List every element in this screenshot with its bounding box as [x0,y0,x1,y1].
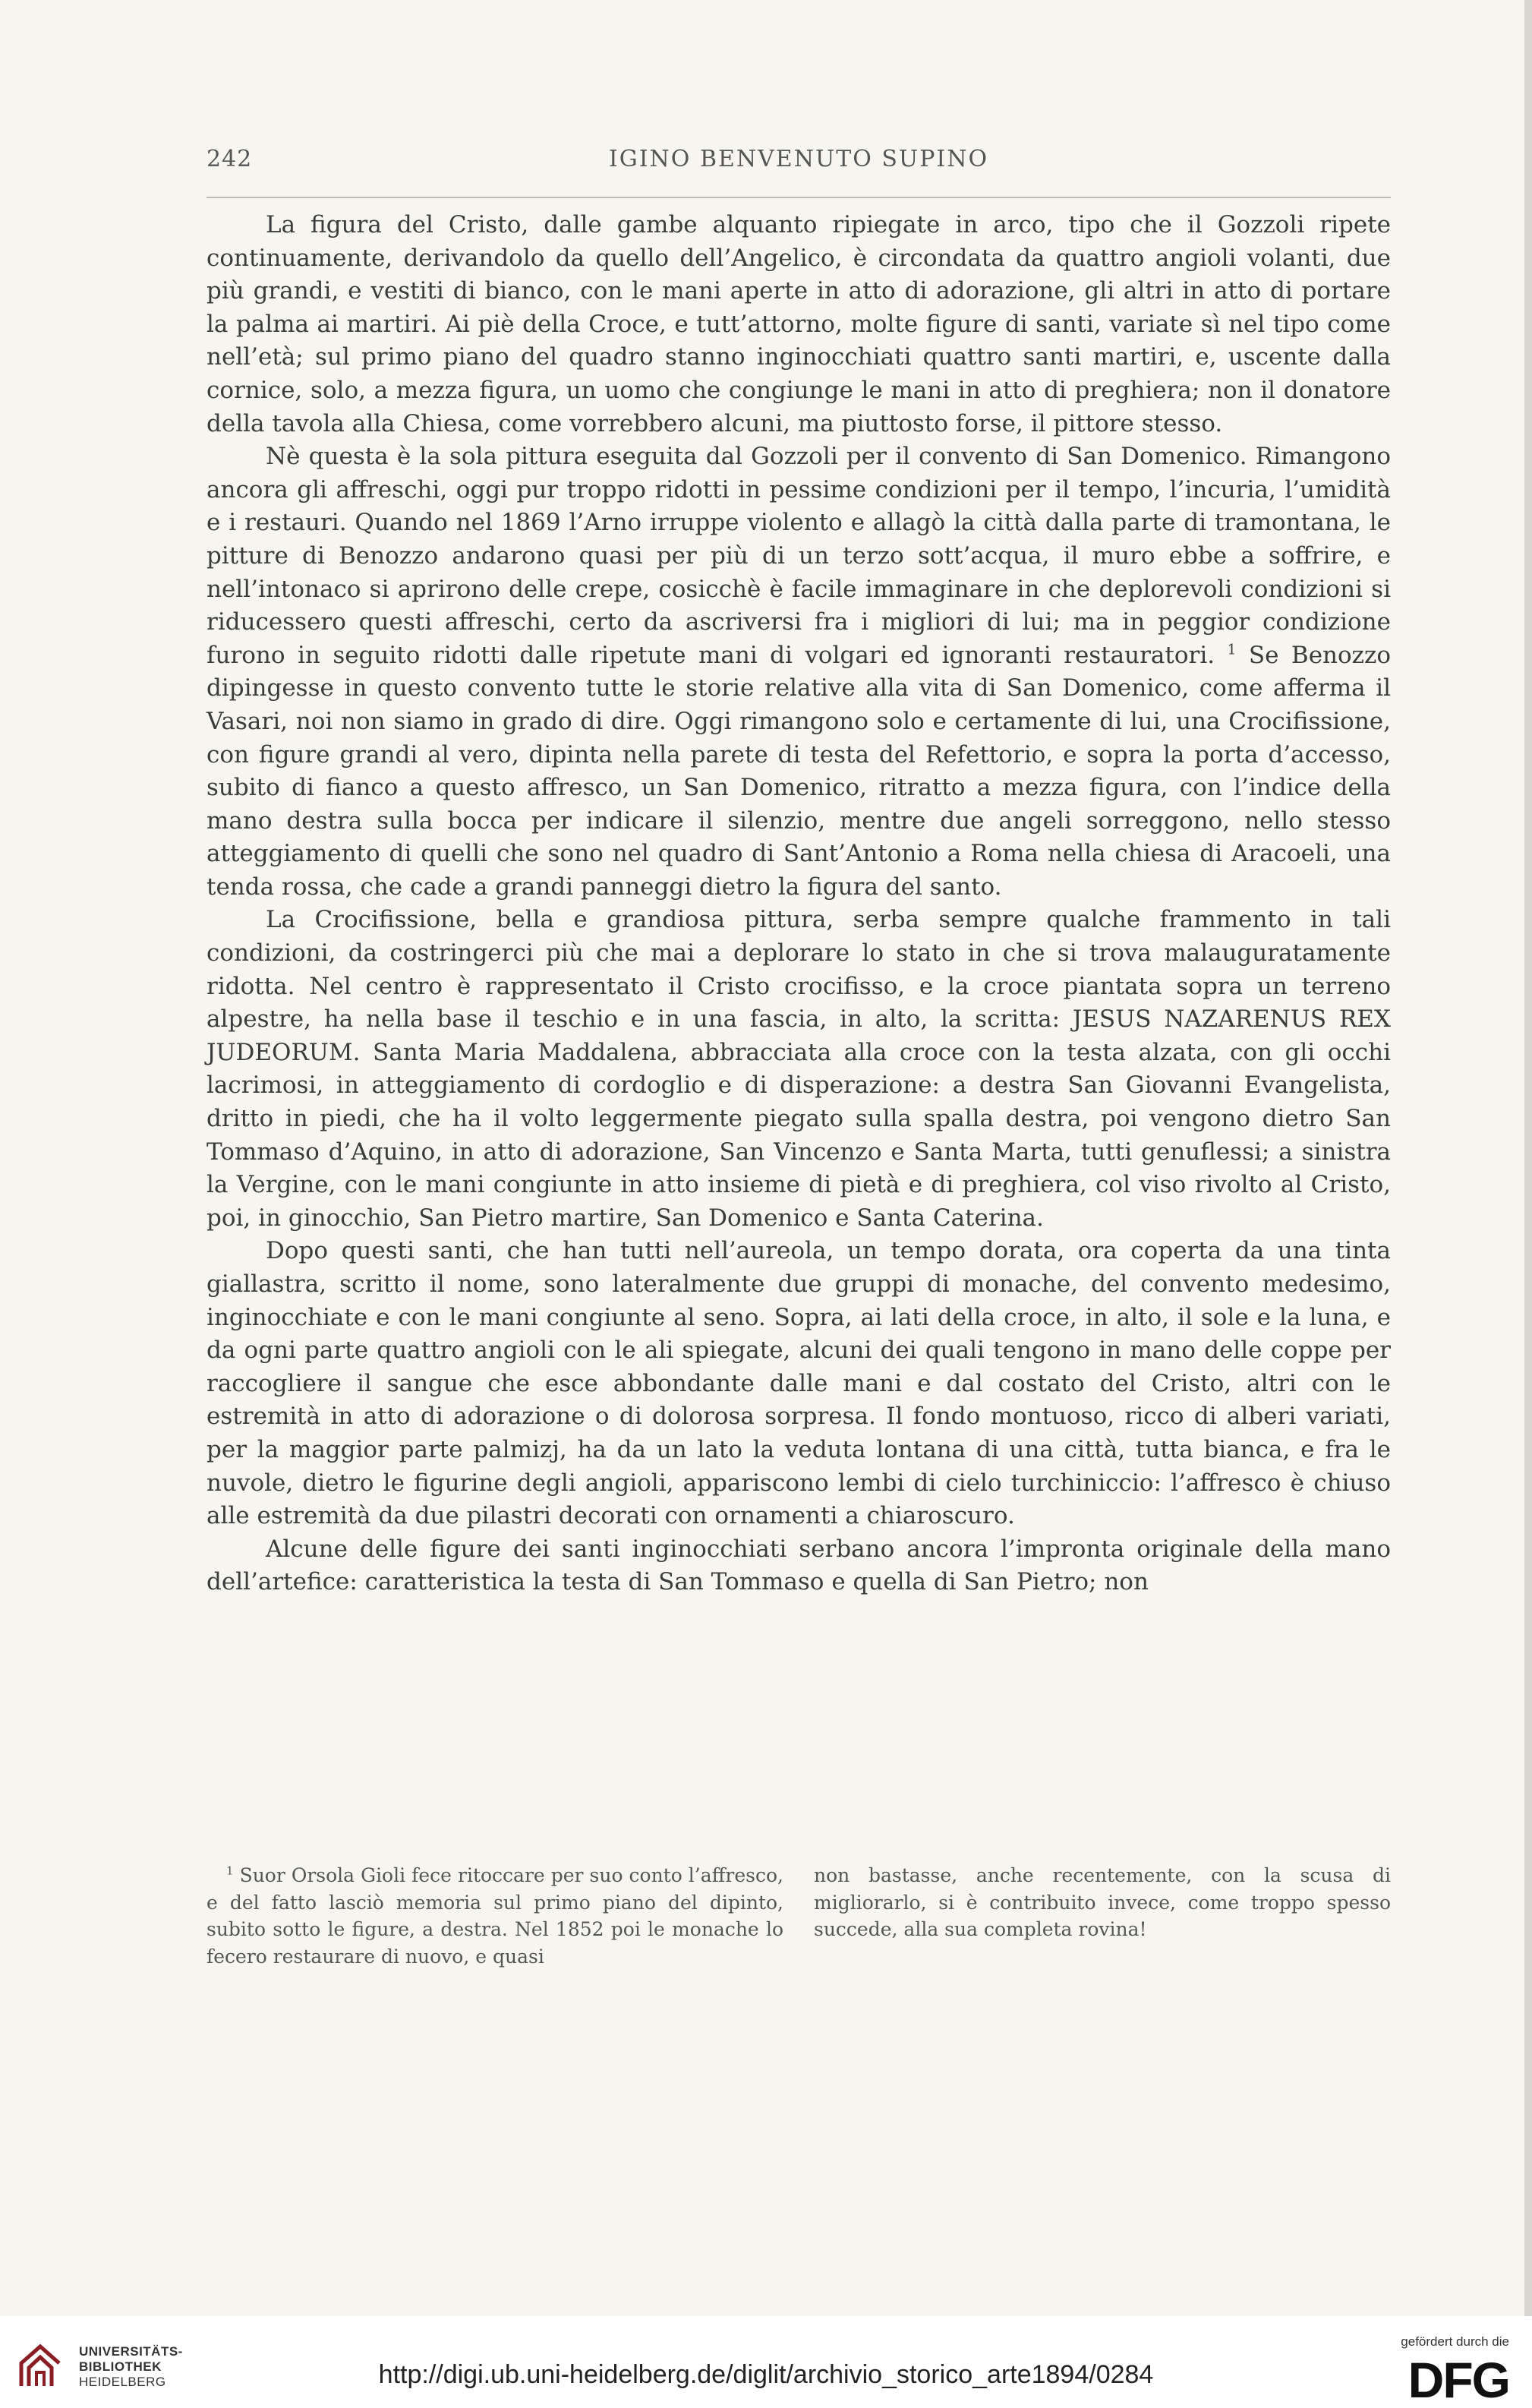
funding-note: gefördert durch die [1401,2334,1509,2349]
dfg-logo: DFG [1407,2352,1509,2408]
library-line-3: HEIDELBERG [79,2375,166,2389]
paragraph-5: Alcune delle figure dei santi inginocchiati serbano ancora l’impronta originale della mano dell’artefice: caratteristica la testa di San Tommaso e quella di San Pietro; non [206,1535,1391,1596]
library-line-2: BIBLIOTHEK [79,2359,162,2374]
running-head [206,141,1391,175]
body-text [206,209,1391,1599]
header-rule [206,197,1391,198]
footnotes [206,1862,1391,1970]
paragraph-2-continuation: Se Benozzo dipingesse in questo convento tutte le storie relative alla vita di San Domenico, come afferma il Vasari, noi non siamo in grado di dire. Oggi rimangono solo e certamente di lui, una Crocifissione, con figure grandi al vero, dipinta nella parete di testa del Refettorio, e sopra la porta d’accesso, subito di fianco a questo affresco, un San Domenico, ritratto a mezza figura, con l’indice della mano destra sulla bocca per indicare il silenzio, mentre due angeli sorreggono, nello stesso atteggiamento di quelli che sono nel quadro di Sant’Antonio a Roma nella chiesa di Aracoeli, una tenda rossa, che cade a grandi panneggi dietro la figura del santo. [206,641,1392,901]
footnote-right-text: non bastasse, anche recentemente, con la scusa di migliorarlo, si è contribuito invece, come troppo spesso succede, alla sua completa rovina! [814,1864,1391,1940]
paragraph-4: Dopo questi santi, che han tutti nell’aureola, un tempo dorata, ora coperta da una tinta giallastra, scritto il nome, sono lateralmente due gruppi di monache, del convento medesimo, inginocchiate e con le mani congiunte al seno. Sopra, ai lati della croce, in alto, il sole e la luna, e da ogni parte quattro angioli con le ali spiegate, alcuni dei quali tengono in mano delle coppe per raccogliere il sangue che esce abbondante dalle mani e dal costato del Cristo, altri con le estremità in atto di adorazione o di dolorosa sorpresa. Il fondo montuoso, ricco di alberi variati, per la maggior parte palmizj, ha da un lato la veduta lontana di una città, tutta bianca, e fra le nuvole, dietro le figurine degli angioli, appariscono lembi di cielo turchiniccio: l’affresco è chiuso alle estremità da due pilastri decorati con ornamenti a chiaroscuro. [206,1237,1391,1530]
page-number: 242 [206,146,253,172]
paragraph-3: La Crocifissione, bella e grandiosa pittura, serba sempre qualche frammento in tali condizioni, da costringerci più che mai a deplorare lo stato in che si trova malauguratamente ridotta. Nel centro è rappresentato il Cristo crocifisso, e la croce piantata sopra un terreno alpestre, ha nella base il teschio e in una fascia, in alto, la scritta: JESUS NAZARENUS REX JUDEORUM. Santa Maria Maddalena, abbracciata alla croce con la testa alzata, con gli occhi lacrimosi, in atteggiamento di cordoglio e di disperazione: a destra San Giovanni Evangelista, dritto in piedi, che ha il volto leggermente piegato sulla spalla destra, poi vengono dietro San Tommaso d’Aquino, in atto di adorazione, San Vincenzo e Santa Marta, tutti genuflessi; a sinistra la Vergine, con le mani congiunte in atto insieme di pietà e di preghiera, col viso rivolto al Cristo, poi, in ginocchio, San Pietro martire, San Domenico e Santa Caterina. [206,906,1391,1232]
library-line-1: UNIVERSITÄTS- [79,2344,183,2359]
running-title: IGINO BENVENUTO SUPINO [608,146,989,172]
footnote-left-text: Suor Orsola Gioli fece ritoccare per suo conto l’affresco, e del fatto lasciò memoria sul primo piano del dipinto, subito sotto le figure, a destra. Nel 1852 poi le monache lo fecero restaurare di nuovo, e quasi [206,1864,783,1968]
paragraph-1: La figura del Cristo, dalle gambe alquanto ripiegate in arco, tipo che il Gozzoli ripete continuamente, derivandolo da quello dell’Angelico, è circondata da quattro angioli volanti, due più grandi, e vestiti di bianco, con le mani aperte in atto di adorazione, gli altri in atto di portare la palma ai martiri. Ai piè della Croce, e tutt’attorno, molte figure di santi, variate sì nel tipo come nell’età; sul primo piano del quadro stanno inginocchiati quattro santi martiri, e, uscente dalla cornice, solo, a mezza figura, un uomo che congiunge le mani in atto di preghiera; non il donatore della tavola alla Chiesa, come vorrebbero alcuni, ma piuttosto forse, il pittore stesso. [206,211,1391,437]
paragraph-2 [206,440,1391,904]
footnote-right-column [814,1862,1391,1970]
digitization-footer [0,2316,1532,2408]
footnote-ref[interactable]: 1 [1227,642,1237,658]
paragraph-2-text: Nè questa è la sola pittura eseguita dal Gozzoli per il convento di San Domenico. Rimangono ancora gli affreschi, oggi pur troppo ridotti in pessime condizioni per il tempo, l’incuria, l’umidità e i restauri. Quando nel 1869 l’Arno irruppe violento e allagò la città dalla parte di tramontana, le pitture di Benozzo andarono quasi per più di un terzo sott’acqua, il muro ebbe a soffrire, e nell’intonaco si aprirono delle crepe, cosicchè è facile immaginare in che deplorevoli condizioni si riducessero questi affreschi, certo da ascriversi fra i migliori di lui; ma in peggior condizione furono in seguito ridotti dalle ripetute mani di volgari ed ignoranti restauratori. [206,443,1391,669]
footnote-left-column [206,1862,783,1970]
permalink[interactable]: http://digi.ub.uni-heidelberg.de/diglit/archivio_storico_arte1894/0284 [378,2360,1154,2389]
footnote-marker: 1 [226,1864,234,1878]
